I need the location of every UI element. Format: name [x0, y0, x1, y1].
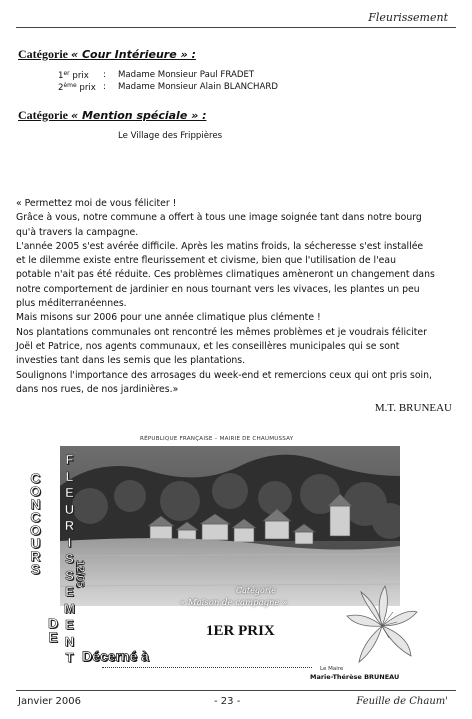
category-name: « Cour Intérieure » : [70, 48, 196, 61]
footer-publication: Feuille de Chaum' [356, 696, 448, 707]
category-mention-speciale-heading [18, 108, 206, 123]
header-rule [16, 27, 456, 28]
recipient-dotted-line [102, 667, 312, 668]
mayor-name: Marie-Thérèse BRUNEAU [310, 673, 400, 681]
prize-winner: Madame Monsieur Alain BLANCHARD [118, 82, 278, 92]
mayor-letter [16, 197, 456, 397]
mayor-title: Le Maire [320, 666, 344, 672]
letter-line: Soulignons l'importance des arrosages du week-end et remercions ceux qui ont pris soin, [16, 369, 432, 381]
lily-flower-icon [345, 582, 419, 670]
vertical-fleurissement-text: F L E U R I S S E M E N T [64, 452, 75, 665]
letter-line: plus méditerranéennes. [16, 298, 127, 310]
awarded-to-label: Décerné à [82, 648, 149, 664]
prize-separator: : [103, 70, 106, 80]
letter-line: qu'à travers la campagne. [16, 226, 139, 238]
category-cour-interieure-heading [18, 47, 196, 62]
letter-line: potable n'ait pas été réduite. Ces problèmes climatiques amèneront un changement dans [16, 269, 435, 281]
footer-date: Janvier 2006 [18, 696, 82, 707]
prize-rank: 2ème prix [58, 82, 96, 93]
category-prefix: Catégorie [18, 108, 68, 122]
letter-line: Nos plantations communales ont rencontré les mêmes problèmes et je voudrais féliciter [16, 326, 427, 338]
letter-line: investies tant dans les semis que les plantations. [16, 355, 246, 367]
letter-line: Mais misons sur 2006 pour une année climatique plus clémente ! [16, 312, 321, 324]
certificate-category-name: « Maison de campagne » [180, 598, 288, 608]
letter-line: notre comportement de jardinier en nous tournant vers les vivaces, les plantes un peu [16, 283, 420, 295]
letter-line: « Permettez moi de vous féliciter ! [16, 198, 177, 209]
vertical-de-text: D E [48, 615, 59, 645]
category-prefix: Catégorie [18, 47, 68, 61]
certificate-heading: RÉPUBLIQUE FRANÇAISE – MAIRIE DE CHAUMUSSAY [140, 436, 294, 442]
prize-rank: 1er prix [58, 70, 89, 81]
certificate-category-label: Catégorie [236, 586, 276, 595]
letter-line: Joël et Patrice, nos agents communaux, et les conseillères municipales qui se sont [16, 340, 400, 352]
letter-line: Grâce à vous, notre commune a offert à tous une image soignée tant dans notre bourg [16, 212, 422, 224]
signature: M.T. BRUNEAU [374, 402, 452, 414]
page-number: - 23 - [214, 696, 241, 707]
first-prize-title: 1ER PRIX [206, 623, 275, 639]
prize-winner: Madame Monsieur Paul FRADET [118, 70, 255, 80]
prize-separator: : [103, 82, 106, 92]
vertical-concours-text: C O N C O U R S [30, 470, 41, 577]
letter-line: dans nos rues, de nos jardinières.» [16, 383, 179, 395]
footer-rule [16, 690, 456, 691]
header-title: Fleurissement [368, 11, 448, 24]
vertical-year-text: 12/05 [74, 560, 86, 588]
category-name: « Mention spéciale » : [70, 109, 207, 122]
letter-line: et le dilemme existe entre fleurissement et civisme, bien que l'utilisation de l'eau [16, 255, 396, 267]
special-mention-winner: Le Village des Frippières [118, 131, 223, 141]
letter-line: L'année 2005 s'est avérée difficile. Après les matins froids, la sécheresse s'est installée [16, 240, 424, 252]
